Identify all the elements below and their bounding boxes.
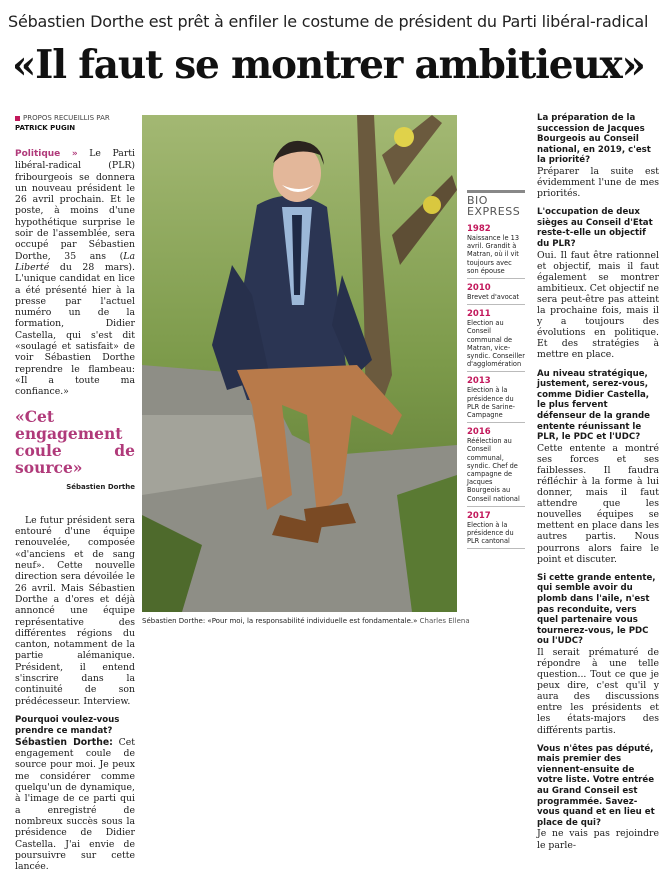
- byline-square-icon: [15, 116, 20, 121]
- bio-entries: [467, 224, 525, 549]
- caption-text: Sébastien Dorthe: «Pour moi, la responsabilité individuelle est fondamentale.»: [142, 617, 418, 625]
- interview-column: [537, 113, 659, 851]
- lead-italic: La Liberté: [15, 250, 135, 273]
- lead-paragraph: [15, 148, 135, 398]
- answer-1-speaker: Sébastien Dorthe:: [15, 736, 113, 748]
- question-1: Pourquoi voulez-vous prendre ce mandat?: [15, 714, 120, 736]
- interview-answer: Cette entente a montré ses forces et ses faiblesses. Il faudra réfléchir à la forme à lui donner, mais il faut attendre que les nouvelles équipes se mettent en place dans les autres partis. Nous pourrons alors faire le point et discuter.: [537, 442, 659, 565]
- rubric-marker: »: [71, 149, 78, 159]
- rubric-label: Politique: [15, 149, 61, 159]
- interview-question: La préparation de la succession de Jacques Bourgeois au Conseil national, en 2019, c'est la priorité?: [537, 113, 651, 166]
- bio-title-1: BIO: [467, 190, 525, 206]
- bio-entry-text: Election à la présidence du PLR cantonal: [467, 521, 525, 550]
- byline-label: PROPOS RECUEILLIS PAR: [23, 114, 110, 122]
- lead-column: [15, 148, 135, 872]
- pullquote: «Cet engagement coule de source»: [15, 406, 135, 477]
- bio-year: 2017: [467, 510, 491, 521]
- photo-credit: Charles Ellena: [417, 617, 470, 625]
- kicker: Sébastien Dorthe est prêt à enfiler le costume de président du Parti libéral-radical: [8, 12, 649, 31]
- bio-entry-text: Brevet d'avocat: [467, 293, 525, 305]
- interview-question: Vous n'êtes pas député, mais premier des viennent-ensuite de votre liste. Votre entrée au Grand Conseil est programmée. Savez-vous quand et en lieu et place de qui?: [537, 743, 655, 828]
- byline: [15, 113, 110, 133]
- bio-entry-text: Election au Conseil communal de Matran, vice-syndic. Conseiller d'agglomération: [467, 319, 525, 372]
- interview-answer: Je ne vais pas rejoindre le parle-: [537, 828, 659, 851]
- intro-paragraph: Le futur président sera entouré d'une équipe renouvelée, composée «d'anciens et de sang neuf». Cette nouvelle direction sera dévoilée le 26 avril. Mais Sébastien Dorthe a d'ores et déjà annoncé une équipe représentative des différentes régions du canton, notamment de la partie alémanique. Président, il entend s'inscrire dans la continuité de son prédécesseur. Interview.: [15, 514, 135, 707]
- interview-answer: Il serait prématuré de répondre à une telle question... Tout ce que je peux dire, c'est qu'il y aura des discussions entre les présidents et les états-majors des différents partis.: [537, 646, 659, 736]
- interview-question: Au niveau stratégique, justement, serez-vous, comme Didier Castella, le plus fervent défenseur de la grande entente réunissant le PLR, le PDC et l'UDC?: [537, 368, 650, 443]
- interview-answer: Préparer la suite est évidemment l'une de mes priorités.: [537, 165, 659, 200]
- lead-text-1: Le Parti libéral-radical (PLR) fribourgeois se donnera un nouveau président le 26 avril prochain. Et le poste, à moins d'une hypothétique surprise le soir de l'assemblée, sera occupé par Sébastien Dorthe, 35 ans (: [15, 148, 135, 262]
- lead-text-2: du 28 mars). L'unique candidat en lice a été présenté hier à la presse par l'actuel numéro un de la formation, Didier Castella, qui s'est dit «soulagé et satisfait» de voir Sébastien Dorthe reprendre le flambeau: «Il a toute ma confiance.»: [15, 261, 135, 398]
- portrait-illustration: [142, 115, 457, 612]
- pullquote-author: Sébastien Dorthe: [66, 482, 135, 491]
- bio-express-box: [467, 190, 525, 549]
- bio-year: 2013: [467, 376, 491, 387]
- portrait-photo: [142, 115, 457, 612]
- bio-year: 2016: [467, 427, 491, 438]
- answer-1: [15, 737, 135, 872]
- bio-year: 2010: [467, 283, 491, 294]
- bio-entry-text: Réélection au Conseil communal, syndic. Chef de campagne de Jacques Bourgeois au Conseil national: [467, 437, 525, 507]
- headline: «Il faut se montrer ambitieux»: [12, 42, 645, 88]
- bio-year: 2011: [467, 309, 491, 320]
- byline-author: PATRICK PUGIN: [15, 124, 76, 132]
- answer-1-text: Cet engagement coule de source pour moi. Je peux me considérer comme quelqu'un de dynamique, à l'image de ce parti qui a enregistré de nombreux succès sous la présidence de Didier Castella. J'ai envie de poursuivre sur cette lancée.: [15, 736, 135, 872]
- bio-entry-text: Election à la présidence du PLR de Sarine-Campagne: [467, 386, 525, 423]
- interview-question: Si cette grande entente, qui semble avoir du plomb dans l'aile, n'est pas reconduite, vers quel partenaire vous tournerez-vous, le PDC ou l'UDC?: [537, 572, 656, 647]
- bio-year: 1982: [467, 224, 491, 234]
- photo-caption: [142, 617, 470, 625]
- bio-title-2: EXPRESS: [467, 205, 521, 218]
- bio-entry-text: Naissance le 13 avril. Grandit à Matran, où il vit toujours avec son épouse: [467, 234, 525, 279]
- interview-answer: Oui. Il faut être rationnel et objectif, mais il faut également se montrer ambitieux. Cet objectif ne sera peut-être pas atteint la prochaine fois, mais il y a toujours des évolutions en politique. Et des stratégies à mettre en place.: [537, 249, 659, 361]
- interview-question: L'occupation de deux sièges au Conseil d'Etat reste-t-elle un objectif du PLR?: [537, 207, 653, 250]
